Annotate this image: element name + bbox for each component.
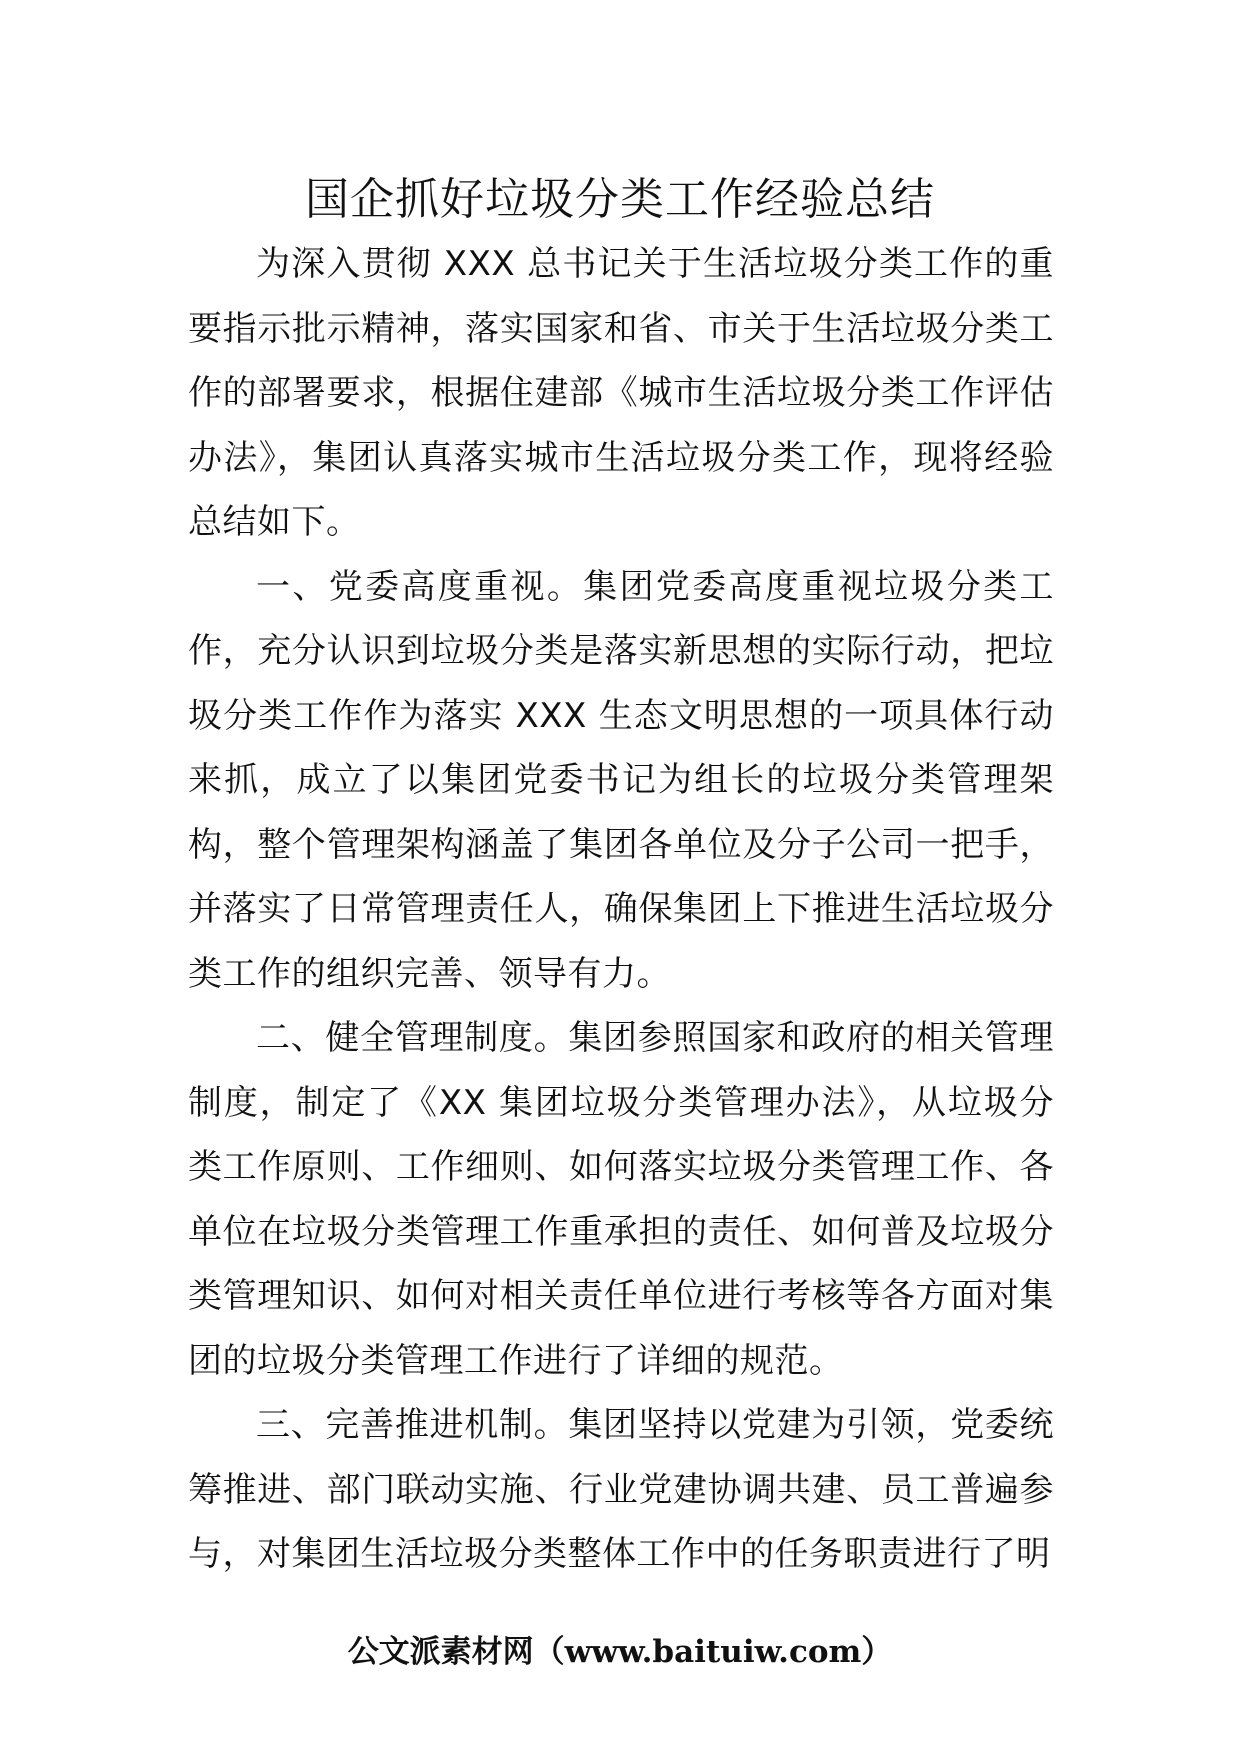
paragraph-section-2: 二、健全管理制度。集团参照国家和政府的相关管理制度，制定了《XX 集团垃圾分类管理办法》，从垃圾分类工作原则、工作细则、如何落实垃圾分类管理工作、各单位在垃圾分类管理工作重承担的责任、如何普及垃圾分类管理知识、如何对相关责任单位进行考核等各方面对集团的垃圾分类管理工作进行了详细的规范。 bbox=[188, 1018, 1054, 1381]
source-watermark-footer: 公文派素材网（www.baituiw.com） bbox=[347, 1634, 893, 1670]
document-body bbox=[188, 232, 1054, 1587]
document-title: 国企抓好垃圾分类工作经验总结 bbox=[305, 174, 935, 225]
paragraph-section-1: 一、党委高度重视。集团党委高度重视垃圾分类工作，充分认识到垃圾分类是落实新思想的实际行动，把垃圾分类工作作为落实 XXX 生态文明思想的一项具体行动来抓，成立了以集团党委书记为组长的垃圾分类管理架构，整个管理架构涵盖了集团各单位及分子公司一把手，并落实了日常管理责任人，确保集团上下推进生活垃圾分类工作的组织完善、领导有力。 bbox=[188, 566, 1054, 994]
paragraph-intro: 为深入贯彻 XXX 总书记关于生活垃圾分类工作的重要指示批示精神，落实国家和省、市关于生活垃圾分类工作的部署要求，根据住建部《城市生活垃圾分类工作评估办法》，集团认真落实城市生活垃圾分类工作，现将经验总结如下。 bbox=[188, 244, 1054, 542]
paragraph-section-3: 三、完善推进机制。集团坚持以党建为引领，党委统筹推进、部门联动实施、行业党建协调共建、员工普遍参与，对集团生活垃圾分类整体工作中的任务职责进行了明 bbox=[188, 1405, 1054, 1574]
